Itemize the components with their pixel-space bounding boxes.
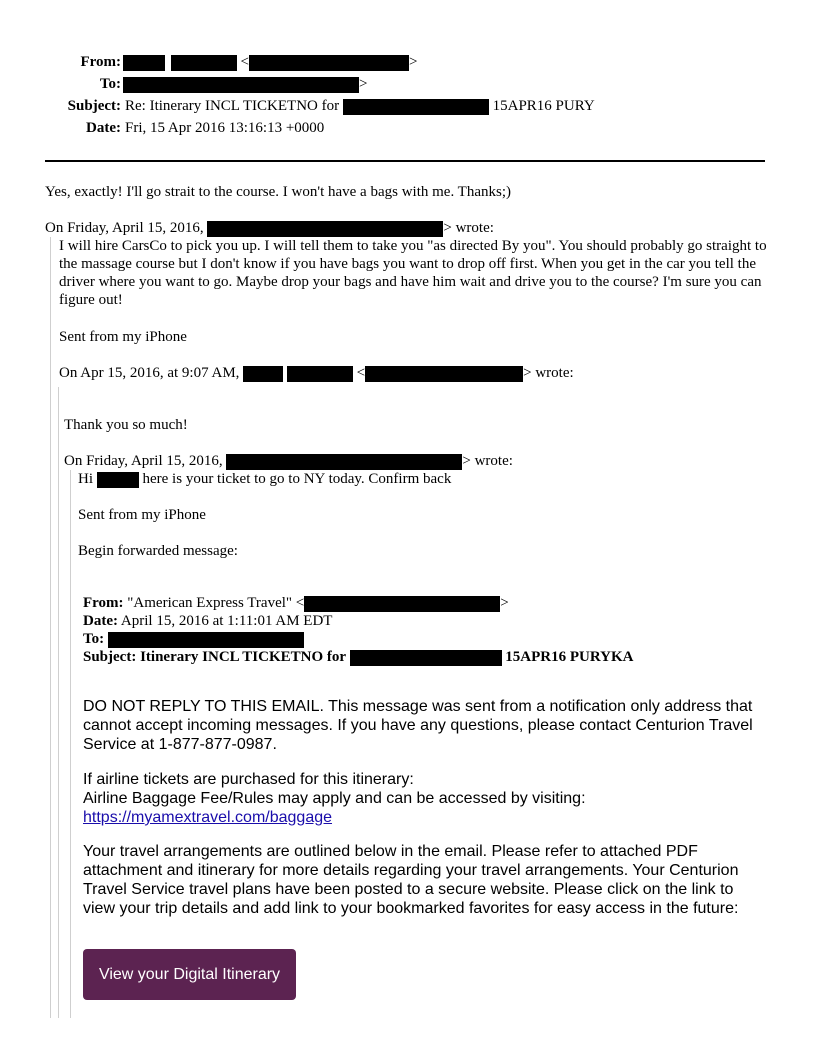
amex-arrangements: Your travel arrangements are outlined below in the email. Please refer to attached PDF attachment and itinerary for more details regarding your travel arrangements. Your Centurion Travel Service travel plans have been posted to a secure website. Please click on the link to view your trip details and add link to your bookmarked favorites for easy access in the future: xyxy=(83,843,739,917)
quote1-signature: Sent from my iPhone xyxy=(59,329,187,345)
subject-value: Re: Itinerary INCL TICKETNO for 15APR16 PURY xyxy=(125,98,595,114)
baggage-link-container xyxy=(83,808,332,827)
date-label: Date: xyxy=(86,120,121,136)
redaction-block xyxy=(108,632,304,648)
from-label: From: xyxy=(80,54,121,70)
header-to-row xyxy=(0,76,121,94)
baggage-link[interactable]: https://myamextravel.com/baggage xyxy=(83,809,333,826)
quote-bar-level3 xyxy=(70,470,71,1018)
quote1-attribution2: On Apr 15, 2016, at 9:07 AM, < > wrote: xyxy=(59,365,574,381)
quote1-attribution: On Friday, April 15, 2016, > wrote: xyxy=(45,220,494,236)
header-subject-row xyxy=(0,98,121,116)
quote3-greeting: Hi here is your ticket to go to NY today. Confirm back xyxy=(78,471,452,487)
redaction-block xyxy=(171,55,237,71)
redaction-block xyxy=(304,596,500,612)
redaction-block xyxy=(97,472,139,488)
date-value: Fri, 15 Apr 2016 13:16:13 +0000 xyxy=(125,120,325,136)
quote3-signature: Sent from my iPhone xyxy=(78,507,206,523)
forwarded-to: To: xyxy=(83,630,304,648)
redaction-block xyxy=(249,55,409,71)
quote3-forwarded-label: Begin forwarded message: xyxy=(78,543,238,559)
redaction-block xyxy=(226,454,462,470)
view-digital-itinerary-button[interactable]: View your Digital Itinerary xyxy=(83,949,296,1000)
subject-label: Subject: xyxy=(67,98,121,114)
quote-bar-level1 xyxy=(50,237,51,1018)
redaction-block xyxy=(287,366,353,382)
redaction-block xyxy=(123,55,165,71)
forwarded-date: Date: April 15, 2016 at 1:11:01 AM EDT xyxy=(83,613,333,629)
header-divider xyxy=(45,160,765,162)
quote-bar-level2 xyxy=(58,387,59,1018)
redaction-block xyxy=(243,366,283,382)
redaction-block xyxy=(123,77,359,93)
forwarded-from: From: "American Express Travel" < > xyxy=(83,595,509,611)
amex-notice: DO NOT REPLY TO THIS EMAIL. This message was sent from a notification only address that cannot accept incoming messages. If you have any questions, please contact Centurion Travel Service at 1-877-877-0987. xyxy=(83,698,753,753)
header-from-row xyxy=(0,54,121,72)
amex-airline-line2: Airline Baggage Fee/Rules may apply and can be accessed by visiting: xyxy=(83,790,586,807)
reply-body: Yes, exactly! I'll go strait to the course. I won't have a bags with me. Thanks;) xyxy=(45,184,512,200)
header-date-row xyxy=(0,120,121,138)
to-label: To: xyxy=(99,76,121,92)
quote1-body: I will hire CarsCo to pick you up. I will tell them to take you "as directed By you". You should probably go straight to the massage course but I don't know if you have bags you want to drop off first. When you get in the car you tell the driver where you want to go. Maybe drop your bags and have him wait and drive you to the course? I'm sure you can figure out! xyxy=(59,238,767,308)
redaction-block xyxy=(343,99,489,115)
quote2-body: Thank you so much! xyxy=(64,417,188,433)
to-value: > xyxy=(123,76,367,93)
redaction-block xyxy=(350,650,502,666)
amex-airline-line1: If airline tickets are purchased for this itinerary: xyxy=(83,771,414,788)
redaction-block xyxy=(207,221,443,237)
from-value: < > xyxy=(123,54,417,71)
redaction-block xyxy=(365,366,523,382)
quote2-attribution: On Friday, April 15, 2016, > wrote: xyxy=(64,453,513,469)
forwarded-subject: Subject: Itinerary INCL TICKETNO for 15APR16 PURYKA xyxy=(83,649,634,665)
